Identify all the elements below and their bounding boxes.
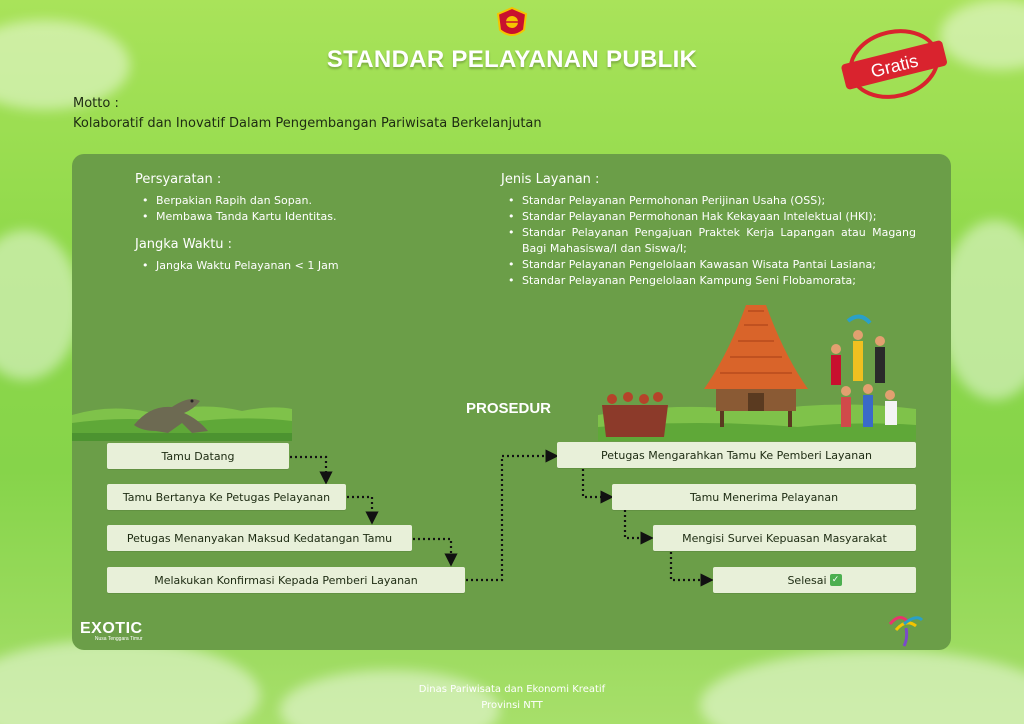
komodo-illustration <box>72 385 292 441</box>
step-survei: Mengisi Survei Kepuasan Masyarakat <box>653 525 916 551</box>
list-item: • Membawa Tanda Kartu Identitas. <box>142 209 442 225</box>
step-tamu-bertanya: Tamu Bertanya Ke Petugas Pelayanan <box>107 484 346 510</box>
bird-logo-icon <box>886 610 926 648</box>
prosedur-title: PROSEDUR <box>466 400 552 417</box>
page-title: STANDAR PELAYANAN PUBLIK <box>326 46 698 73</box>
step-selesai <box>713 567 916 593</box>
list-item: • Berpakian Rapih dan Sopan. <box>142 193 442 209</box>
motto-text: Kolaboratif dan Inovatif Dalam Pengembangan Pariwisata Berkelanjutan <box>73 116 542 131</box>
step-petugas-mengarahkan: Petugas Mengarahkan Tamu Ke Pemberi Layanan <box>557 442 916 468</box>
stamp-label: Gratis <box>868 50 921 82</box>
list-item: • Standar Pelayanan Permohonan Perijinan Usaha (OSS); <box>508 193 916 209</box>
list-item: • Standar Pelayanan Pengelolaan Kampung Seni Flobamorata; <box>508 273 916 289</box>
check-icon: ✓ <box>830 574 842 586</box>
cloud-decoration <box>940 220 1024 400</box>
list-item: • Standar Pelayanan Permohonan Hak Kekayaan Intelektual (HKI); <box>508 209 916 225</box>
cloud-decoration <box>0 640 260 724</box>
jenis-layanan-title: Jenis Layanan : <box>501 172 600 187</box>
step-tamu-datang: Tamu Datang <box>107 443 289 469</box>
gratis-stamp <box>838 24 950 104</box>
list-item: • Jangka Waktu Pelayanan < 1 Jam <box>142 258 442 274</box>
list-item: • Standar Pelayanan Pengelolaan Kawasan Wisata Pantai Lasiana; <box>508 257 916 273</box>
footer-province: Provinsi NTT <box>481 700 543 711</box>
step-selesai-label: Selesai <box>787 573 827 587</box>
exotic-logo-text: EXOTIC <box>80 620 143 637</box>
footer-agency: Dinas Pariwisata dan Ekonomi Kreatif <box>418 684 606 695</box>
exotic-logo-tagline: Nusa Tenggara Timur <box>94 636 143 642</box>
list-item: • Standar Pelayanan Pengajuan Praktek Kerja Lapangan atau Magang Bagi Mahasiswa/I dan Siswa/I; <box>508 225 916 257</box>
step-tamu-menerima: Tamu Menerima Pelayanan <box>612 484 916 510</box>
jangka-waktu-list <box>142 258 442 274</box>
jenis-layanan-list <box>508 193 916 289</box>
step-konfirmasi: Melakukan Konfirmasi Kepada Pemberi Layanan <box>107 567 465 593</box>
jangka-waktu-title: Jangka Waktu : <box>135 237 233 252</box>
persyaratan-list <box>142 193 442 225</box>
cloud-decoration <box>0 230 80 380</box>
motto-label: Motto : <box>73 96 119 111</box>
step-petugas-menanyakan: Petugas Menanyakan Maksud Kedatangan Tamu <box>107 525 412 551</box>
traditional-house-illustration <box>598 305 916 441</box>
ntt-emblem-icon <box>494 6 530 40</box>
persyaratan-title: Persyaratan : <box>135 172 222 187</box>
exotic-ntt-logo <box>80 620 143 642</box>
cloud-decoration <box>280 670 500 724</box>
